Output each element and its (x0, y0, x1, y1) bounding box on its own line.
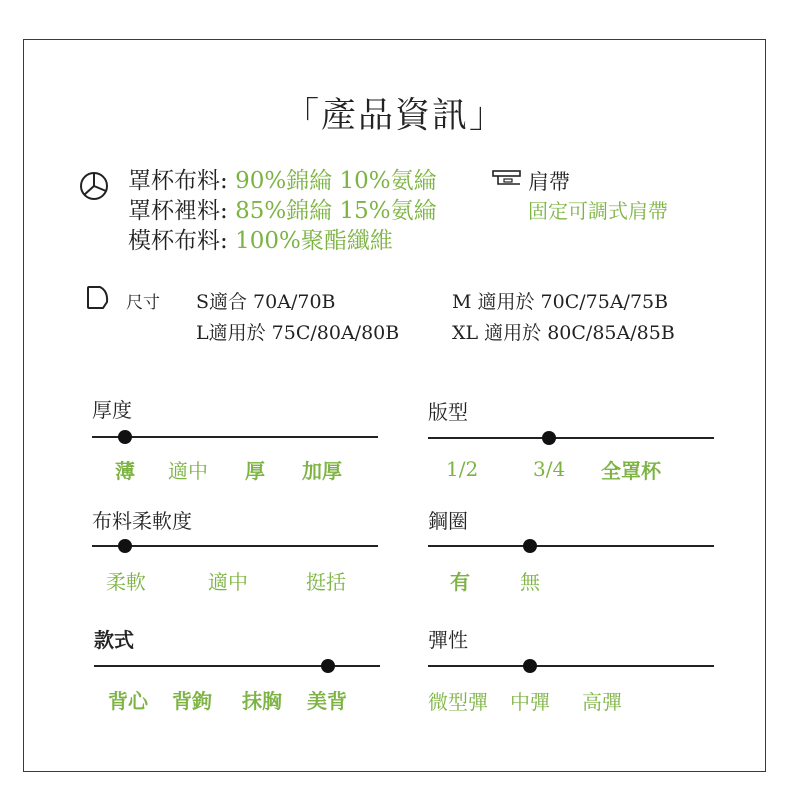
elasticity-option: 微型彈 (428, 690, 488, 714)
softness-option: 柔軟 (106, 570, 146, 594)
material-row-lining (128, 197, 437, 226)
strap-icon (492, 169, 522, 189)
material-row-mold (128, 227, 393, 256)
thickness-label: 厚度 (92, 398, 132, 422)
softness-scale (92, 545, 378, 547)
strap-label: 肩帶 (528, 170, 570, 194)
elasticity-scale (428, 665, 714, 667)
softness-option: 挺括 (306, 570, 346, 594)
strap-value: 固定可調式肩帶 (528, 199, 668, 223)
style-option: 抹胸 (242, 689, 282, 713)
size-xl: XL 適用於 80C/85A/85B (452, 322, 675, 344)
cup-style-option: 1/2 (446, 457, 479, 481)
elasticity-marker (523, 659, 537, 673)
pie-chart-icon (78, 170, 110, 202)
style-option: 背鉤 (172, 689, 212, 713)
material-row-shell (128, 167, 437, 196)
underwire-label: 鋼圈 (428, 509, 468, 533)
elasticity-option: 中彈 (510, 690, 550, 714)
style-marker (321, 659, 335, 673)
underwire-option: 有 (450, 570, 470, 594)
softness-label: 布料柔軟度 (92, 509, 192, 533)
content-frame (23, 39, 766, 772)
style-option: 美背 (307, 689, 347, 713)
underwire-option: 無 (520, 570, 540, 594)
page-title: 「產品資訊」 (283, 96, 506, 136)
elasticity-option: 高彈 (582, 690, 622, 714)
style-option: 背心 (108, 689, 148, 713)
style-label: 款式 (94, 628, 134, 652)
thickness-scale (92, 436, 378, 438)
style-scale (94, 665, 380, 667)
size-s: S適合 70A/70B (196, 291, 336, 313)
underwire-marker (523, 539, 537, 553)
thickness-option: 厚 (245, 459, 265, 483)
thickness-option: 薄 (115, 459, 135, 483)
material-label: 罩杯裡料: (128, 198, 228, 224)
cup-style-label: 版型 (428, 400, 468, 424)
size-m: M 適用於 70C/75A/75B (452, 291, 669, 313)
material-label: 罩杯布料: (128, 168, 228, 194)
cup-style-option: 3/4 (533, 457, 566, 481)
thickness-marker (118, 430, 132, 444)
size-label: 尺寸 (126, 293, 160, 313)
underwire-scale (428, 545, 714, 547)
size-l: L適用於 75C/80A/80B (196, 322, 400, 344)
cup-style-option: 全罩杯 (601, 459, 661, 483)
softness-option: 適中 (208, 570, 248, 594)
cup-style-marker (542, 431, 556, 445)
elasticity-label: 彈性 (428, 628, 468, 652)
softness-marker (118, 539, 132, 553)
material-value: 85%錦綸 15%氨綸 (235, 198, 437, 224)
material-label: 模杯布料: (128, 228, 228, 254)
material-value: 90%錦綸 10%氨綸 (235, 168, 437, 194)
cup-style-scale (428, 437, 714, 439)
thickness-option: 加厚 (302, 459, 342, 483)
thickness-option: 適中 (168, 459, 208, 483)
material-value: 100%聚酯纖維 (235, 228, 393, 254)
size-tag-icon (86, 285, 110, 311)
